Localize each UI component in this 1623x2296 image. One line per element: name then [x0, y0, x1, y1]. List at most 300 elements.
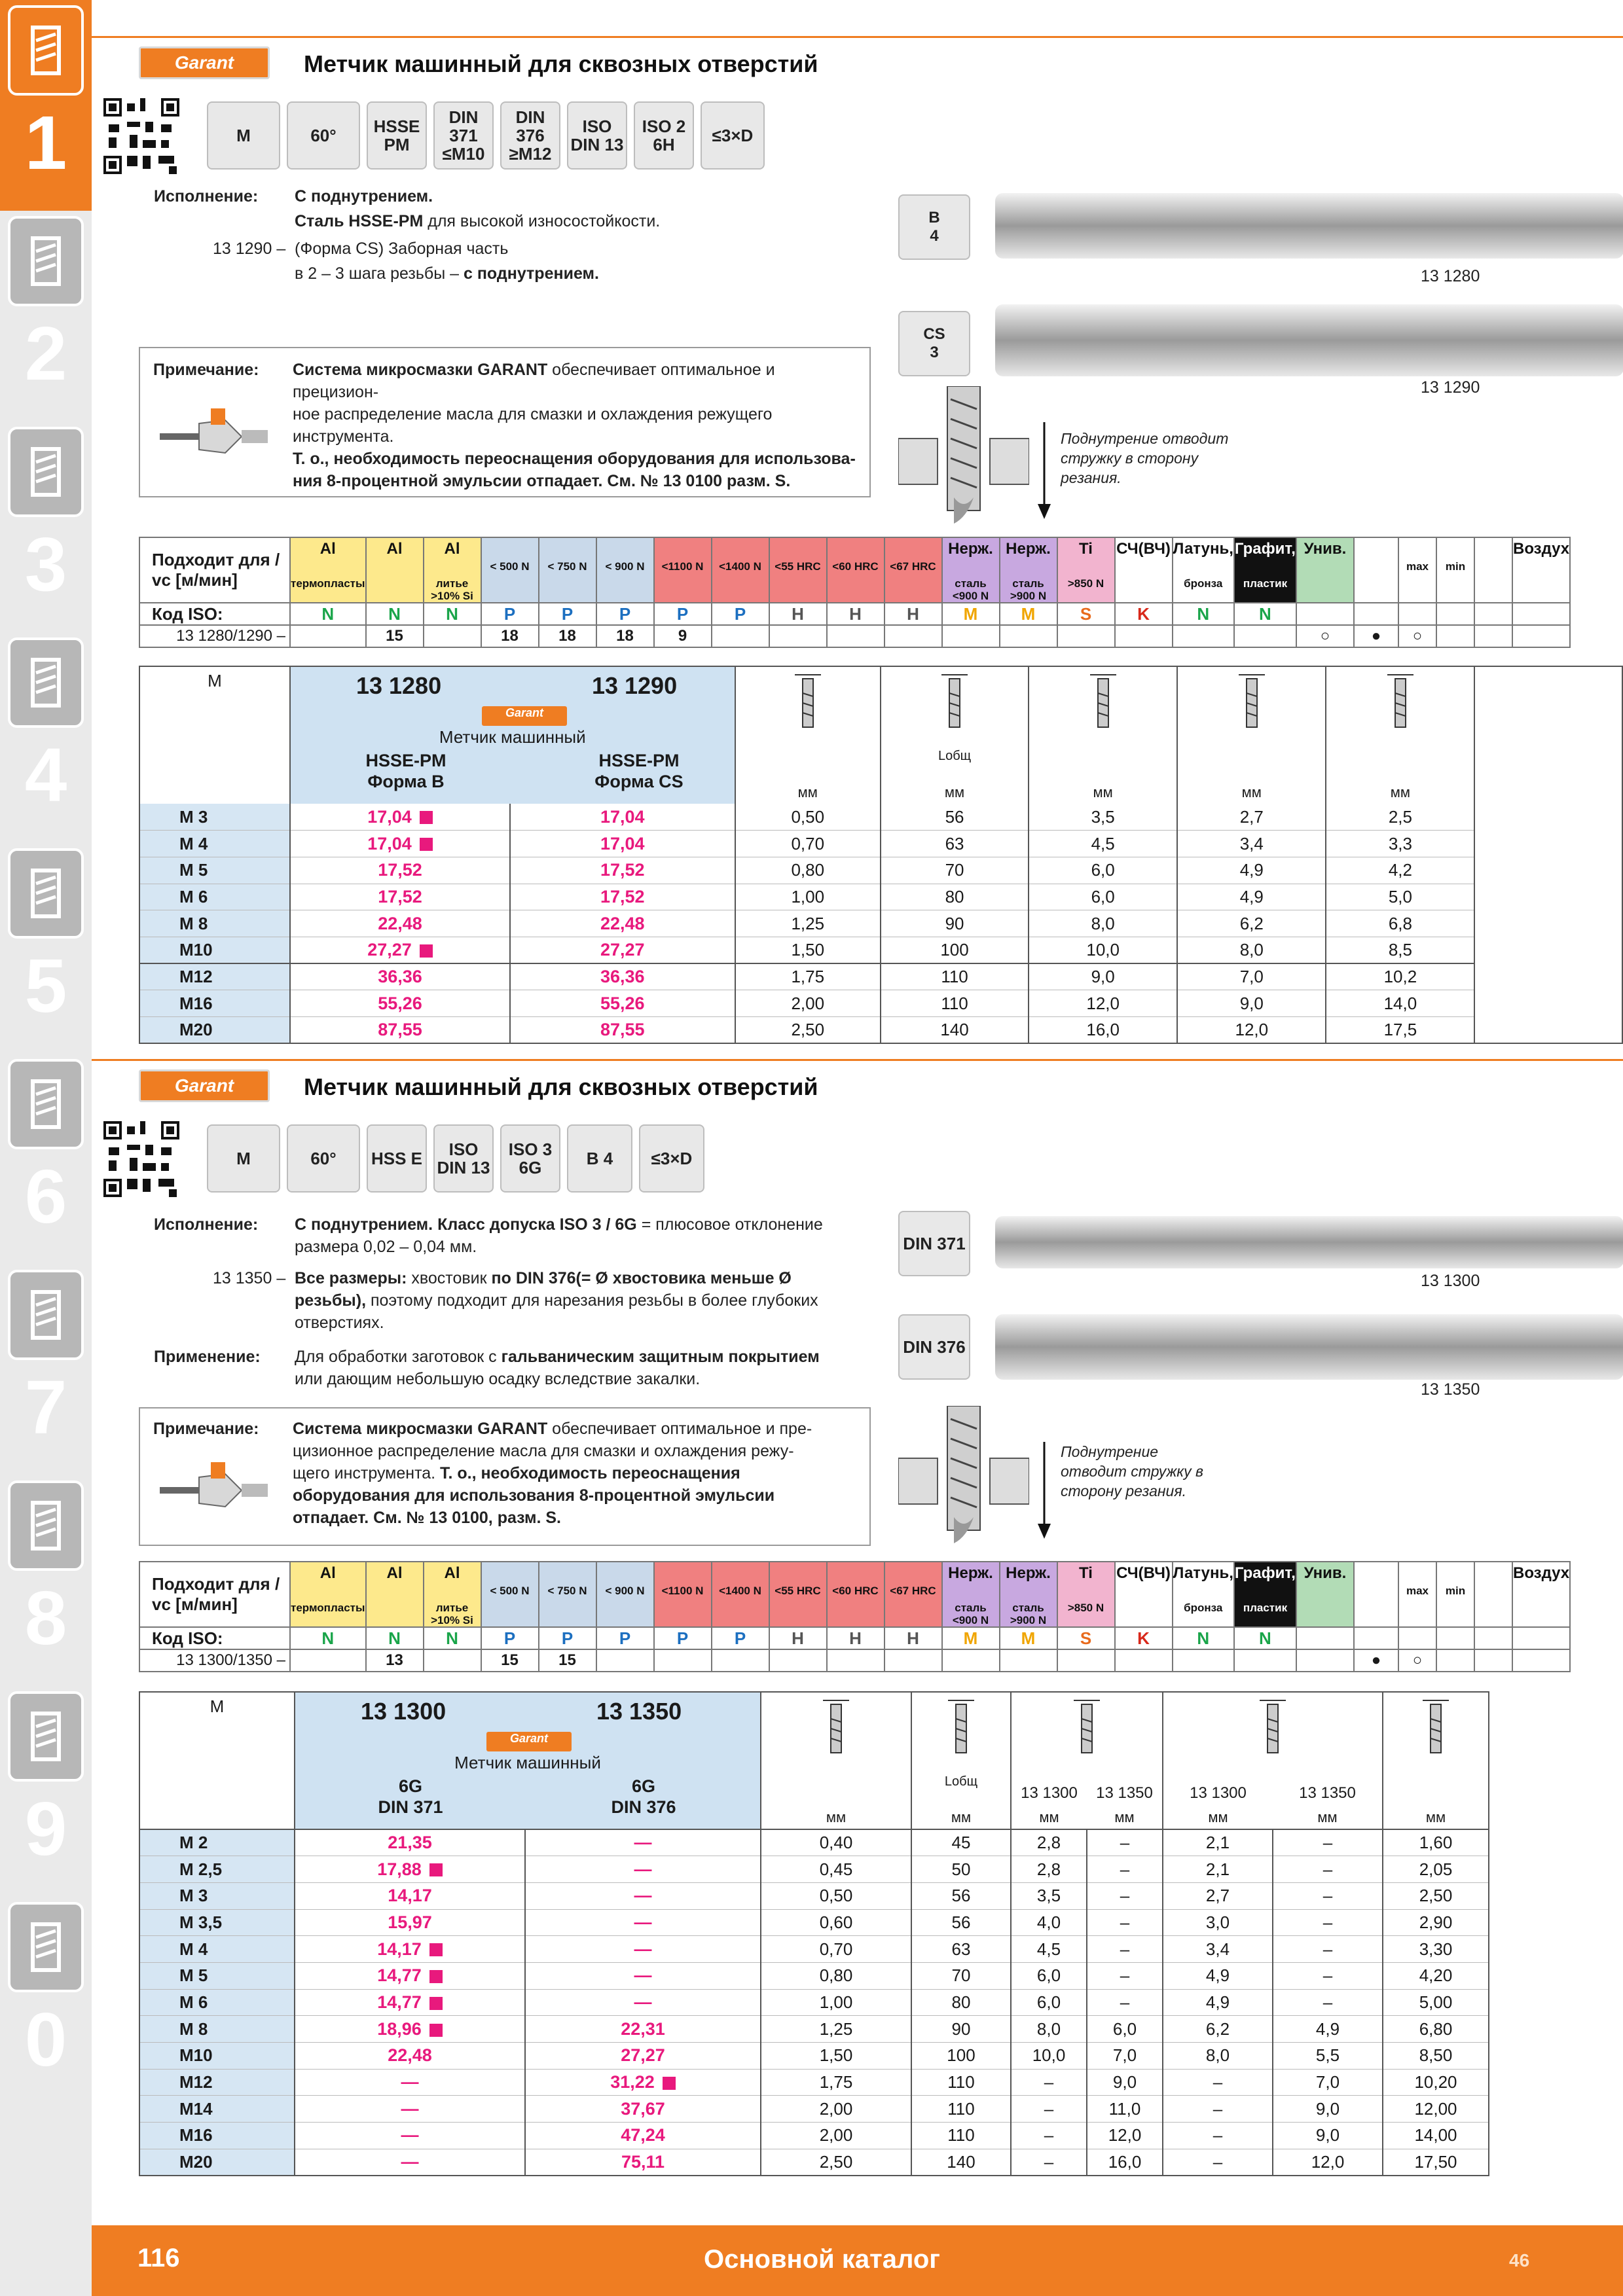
- dimension-value: 0,60: [761, 1909, 911, 1936]
- spec-symbol-label: HSSE PM: [373, 117, 420, 154]
- cabinet-icon-glyph: [20, 1707, 72, 1766]
- fit-value: [290, 1649, 366, 1672]
- spec-symbol-label: ≤3×D: [712, 126, 754, 145]
- fit-value: [1436, 1649, 1474, 1672]
- iso-code: N: [424, 1627, 481, 1649]
- dimension-value: 16,0: [1087, 2149, 1163, 2176]
- col-b-title: 13 1350: [596, 1698, 682, 1725]
- iso-code: N: [290, 603, 366, 625]
- dimension-value: 0,40: [761, 1829, 911, 1856]
- dimension-value: 6,0: [1029, 857, 1177, 884]
- dimension-value: 3,5: [1011, 1882, 1087, 1909]
- iso-code: P: [596, 603, 654, 625]
- table-row: [139, 884, 1622, 910]
- price-a-value: 15,97: [388, 1912, 432, 1932]
- form-a: DIN 371: [378, 1797, 443, 1817]
- dimension-table: [139, 666, 1623, 1044]
- fit-value: 18: [539, 625, 596, 647]
- price-a: [290, 1017, 510, 1044]
- material-col-14: [1115, 537, 1173, 603]
- iso-code: N: [366, 603, 424, 625]
- material-col-9: [827, 1562, 884, 1627]
- dimension-value: –: [1163, 2096, 1273, 2123]
- material-col-top: Нерж.: [1006, 1564, 1051, 1582]
- material-col-sub: [1475, 1565, 1512, 1585]
- dimension-value: 12,0: [1029, 990, 1177, 1017]
- tap-photo-2: [995, 1314, 1623, 1380]
- material-col-top: СЧ(ВЧ): [1116, 540, 1171, 558]
- price-b-value: 27,27: [600, 940, 645, 960]
- chip-flow-diagram-icon: [898, 386, 1029, 533]
- dimension-value: 2,05: [1383, 1856, 1489, 1883]
- pliers-icon-glyph: [20, 1285, 72, 1344]
- price-b: [525, 2096, 761, 2123]
- material-col-top: Нерж.: [1006, 540, 1051, 558]
- price-b: [525, 1909, 761, 1936]
- dimension-col: [1474, 666, 1622, 1043]
- price-b-value: 47,24: [621, 2125, 665, 2145]
- fit-value: [424, 625, 481, 647]
- dimension-value: –: [1011, 2149, 1087, 2176]
- exec-text-2: размера 0,02 – 0,04 мм.: [295, 1238, 477, 1256]
- price-a: [290, 910, 510, 937]
- spec-symbol-label: ISO 3 6G: [508, 1139, 553, 1177]
- material-col-17: [1296, 537, 1354, 603]
- price-b: [510, 990, 735, 1017]
- dimension-value: –: [1087, 1936, 1163, 1963]
- sidebar-number: 6: [24, 1154, 67, 1239]
- iso-code: N: [290, 1627, 366, 1649]
- price-a: [295, 2096, 525, 2123]
- price-a-value: 14,17: [377, 1939, 422, 1959]
- square-size-icon: [1232, 673, 1271, 732]
- garant-logo: [139, 46, 270, 79]
- dimension-value: 45: [911, 1829, 1011, 1856]
- dimension-header-0: [761, 1692, 911, 1829]
- grinding-disc-icon-glyph: [20, 864, 72, 923]
- form-b: DIN 376: [611, 1797, 676, 1817]
- stock-marker-icon: [429, 1997, 443, 2010]
- din-tag-376: [898, 1314, 970, 1380]
- sub-col-a: 13 1300: [1190, 1784, 1247, 1802]
- chip-flow-diagram-icon: [898, 1406, 1029, 1553]
- thread-size: M 4: [139, 1936, 295, 1963]
- sidebar-section-6[interactable]: [0, 1054, 92, 1265]
- size-bold-2: по DIN 376(= Ø хвостовика меньше Ø: [491, 1269, 792, 1287]
- spec-symbol-0: [207, 1124, 280, 1193]
- section-divider: [92, 36, 1623, 38]
- size-label: 13 1350 –: [213, 1269, 286, 1287]
- material-col-top: Al: [444, 540, 460, 558]
- dimension-icon-wrap: [881, 667, 1028, 732]
- dimension-value: 3,4: [1163, 1936, 1273, 1963]
- dimension-header-1: [881, 666, 1029, 804]
- dimension-value: 140: [911, 2149, 1011, 2176]
- spec-symbol-5: [567, 1124, 632, 1193]
- workstation-icon-glyph: [20, 1496, 72, 1555]
- caliper-icon-glyph: [20, 653, 72, 712]
- page-footer: [92, 2225, 1623, 2296]
- product-header: [295, 1692, 761, 1829]
- spec-symbol-label: DIN 376 ≥M12: [509, 107, 552, 164]
- table-row: [139, 831, 1622, 857]
- material-col-sub: max: [1406, 1585, 1429, 1597]
- garant-logo-small: Garant: [482, 706, 567, 726]
- material-col-top: Al: [319, 1564, 336, 1582]
- iso-code: [1398, 1627, 1436, 1649]
- dimension-value: 0,50: [761, 1882, 911, 1909]
- material-header-row: [139, 537, 1570, 603]
- exec-text-1: = плюсовое отклонение: [636, 1215, 823, 1234]
- app-text-1: Для обработки заготовок с: [295, 1348, 501, 1366]
- material-col-sub: < 750 N: [547, 1585, 587, 1597]
- iso-code: H: [769, 1627, 827, 1649]
- dimension-header-row: [139, 1692, 1489, 1829]
- dimension-value: 56: [911, 1882, 1011, 1909]
- unit-label: мм: [1114, 1809, 1135, 1825]
- dimension-value: 10,0: [1029, 937, 1177, 963]
- drill-icon: [8, 5, 84, 96]
- dimension-value: 5,00: [1383, 1989, 1489, 2016]
- stock-marker-icon: [429, 2024, 443, 2037]
- size-text-4: отверстиях.: [295, 1314, 384, 1332]
- dimension-value: 0,80: [761, 1962, 911, 1989]
- sidebar-section-8[interactable]: [0, 1475, 92, 1686]
- exec-label: Исполнение:: [154, 1215, 259, 1234]
- spec-symbol-label: B 4: [586, 1149, 613, 1168]
- fit-value: [1115, 1649, 1173, 1672]
- price-a-value: 21,35: [388, 1833, 432, 1853]
- fit-values-row: [139, 625, 1570, 647]
- material-col-4: [539, 1562, 596, 1627]
- unit-label: мм: [1425, 1809, 1446, 1825]
- dimension-value: –: [1273, 1936, 1383, 1963]
- material-col-sub: сталь <900 N: [952, 1602, 989, 1626]
- dimension-value: 8,0: [1029, 910, 1177, 937]
- thread-size: M 6: [139, 884, 290, 910]
- price-b-value: —: [634, 1833, 652, 1853]
- dimension-value: –: [1011, 2123, 1087, 2149]
- price-b: [525, 2123, 761, 2149]
- sidebar-section-0[interactable]: [0, 1897, 92, 2108]
- app-text: [295, 1346, 962, 1390]
- material-col-top: Al: [444, 1564, 460, 1582]
- fit-value: [1234, 1649, 1296, 1672]
- dimension-value: –: [1273, 1962, 1383, 1989]
- dimension-value: 1,25: [761, 2016, 911, 2043]
- material-col-sub: <1400 N: [719, 560, 761, 573]
- dimension-value: 2,5: [1326, 804, 1474, 831]
- dimension-icon-wrap: [1163, 1693, 1382, 1758]
- material-col-sub: [367, 558, 423, 577]
- dimension-header-4: [1326, 666, 1474, 804]
- dimension-value: 0,70: [761, 1936, 911, 1963]
- spec-symbol-6: [634, 101, 694, 170]
- price-a-value: —: [401, 2072, 419, 2092]
- total-length-icon: [935, 673, 974, 732]
- dimension-icon-wrap: [1178, 667, 1325, 732]
- qr-code-icon: [103, 1121, 179, 1197]
- dimension-value: 4,20: [1383, 1962, 1489, 1989]
- unit-label: мм: [951, 1809, 972, 1825]
- iso-label: Код ISO:: [139, 1627, 290, 1649]
- size-text-1: хвостовик: [407, 1269, 492, 1287]
- price-b: [525, 1989, 761, 2016]
- dimension-value: 4,9: [1177, 884, 1326, 910]
- sidebar-section-7[interactable]: [0, 1265, 92, 1475]
- dimension-value: –: [1087, 1909, 1163, 1936]
- iso-code: H: [827, 603, 884, 625]
- iso-code: [1354, 603, 1398, 625]
- wrench-icon: [8, 1059, 84, 1149]
- dimension-value: 8,0: [1177, 937, 1326, 963]
- material-col-top: Унив.: [1304, 540, 1347, 558]
- price-a-value: 22,48: [378, 913, 422, 933]
- iso-code: N: [424, 603, 481, 625]
- spec-symbol-3: [433, 101, 494, 170]
- material-col-7: [712, 1562, 769, 1627]
- material-col-3: [481, 537, 539, 603]
- material-col-6: [654, 537, 712, 603]
- dimension-value: 10,20: [1383, 2069, 1489, 2096]
- size-text: [295, 1267, 962, 1334]
- price-a: [295, 2069, 525, 2096]
- fit-value: [290, 625, 366, 647]
- material-col-1: [366, 1562, 424, 1627]
- fit-value: 15: [366, 625, 424, 647]
- dimension-value: 63: [911, 1936, 1011, 1963]
- dimension-value: 2,8: [1011, 1829, 1087, 1856]
- iso-code: S: [1057, 1627, 1115, 1649]
- material-col-21: [1474, 537, 1512, 603]
- type-a: HSSE-PM: [365, 751, 447, 770]
- thread-size: M12: [139, 2069, 295, 2096]
- table-row: [139, 1017, 1622, 1044]
- iso-code: K: [1115, 603, 1173, 625]
- dimension-value: 6,0: [1011, 1962, 1087, 1989]
- type-b: HSSE-PM: [598, 751, 680, 770]
- price-b: [510, 884, 735, 910]
- dimension-value: 6,0: [1087, 2016, 1163, 2043]
- dimension-header-3: [1177, 666, 1326, 804]
- total-length-label: Lобщ: [938, 749, 972, 763]
- dimension-value: –: [1011, 2069, 1087, 2096]
- spec-symbol-label: ISO 2 6H: [642, 117, 686, 154]
- table-row: [139, 1882, 1489, 1909]
- pliers-icon: [8, 1270, 84, 1360]
- material-col-sub: <55 HRC: [775, 1585, 821, 1597]
- price-b-value: 37,67: [621, 2098, 665, 2119]
- iso-code: M: [1000, 603, 1057, 625]
- price-a: [290, 963, 510, 990]
- spec-symbol-0: [207, 101, 280, 170]
- sidebar-section-5[interactable]: [0, 843, 92, 1054]
- unit-label: мм: [797, 784, 818, 800]
- spec-symbol-7: [701, 101, 765, 170]
- unit-label: мм: [1241, 784, 1262, 800]
- unit-label: мм: [1390, 784, 1411, 800]
- material-col-sub: [1297, 558, 1353, 577]
- section-title: Метчик машинный для сквозных отверстий: [304, 50, 818, 77]
- material-col-sub: <55 HRC: [775, 560, 821, 573]
- fit-value: [1000, 1649, 1057, 1672]
- iso-code: M: [942, 1627, 1000, 1649]
- material-col-sub: min: [1445, 1585, 1466, 1597]
- dimension-value: 2,1: [1163, 1829, 1273, 1856]
- fit-value: [942, 1649, 1000, 1672]
- fit-value: [712, 1649, 769, 1672]
- dimension-value: 1,50: [761, 2043, 911, 2070]
- sidebar-section-3[interactable]: [0, 422, 92, 632]
- dimension-value: 11,0: [1087, 2096, 1163, 2123]
- material-col-sub: [1513, 1582, 1569, 1602]
- price-a: [295, 2149, 525, 2176]
- fit-value: [769, 625, 827, 647]
- material-col-20: [1436, 1562, 1474, 1627]
- iso-code: P: [654, 1627, 712, 1649]
- table-row: [139, 1829, 1489, 1856]
- table-row: [139, 857, 1622, 884]
- spec-symbol-6: [639, 1124, 704, 1193]
- price-b-value: 17,52: [600, 886, 645, 906]
- fit-value: [1296, 1649, 1354, 1672]
- tap-photo-2-label: 13 1290: [1421, 378, 1480, 397]
- section-title: Метчик машинный для сквозных отверстий: [304, 1073, 818, 1100]
- chip-note: Поднутрение отводит стружку в сторону резания.: [1061, 1443, 1204, 1499]
- price-b-value: —: [634, 1859, 652, 1879]
- dimension-value: 8,50: [1383, 2043, 1489, 2070]
- form-tag-cs: [898, 311, 970, 376]
- dimension-value: 50: [911, 1856, 1011, 1883]
- dimension-value: 2,00: [761, 2096, 911, 2123]
- material-col-sub: сталь <900 N: [952, 577, 989, 602]
- dimension-value: 0,50: [735, 804, 881, 831]
- price-b: [510, 1017, 735, 1044]
- thread-pitch-icon: [816, 1699, 856, 1758]
- thread-pitch-icon: [788, 673, 828, 732]
- exec-bold-1: С поднутрением. Класс допуска ISO 3 / 6G: [295, 1215, 637, 1234]
- note-text-2: цизионное распределение масла для смазки и охлаждения режу-: [293, 1442, 794, 1460]
- dimension-value: 3,5: [1029, 804, 1177, 831]
- dimension-grid: [139, 666, 1623, 1044]
- stock-marker-icon: [429, 1943, 443, 1956]
- spec-symbol-1: [287, 1124, 360, 1193]
- price-a-value: 18,96: [377, 2018, 422, 2039]
- page-number-alt: 46: [1509, 2250, 1530, 2270]
- table-row: [139, 1856, 1489, 1883]
- material-col-19: [1398, 1562, 1436, 1627]
- dimension-value: 6,2: [1177, 910, 1326, 937]
- sidebar-section-1[interactable]: [0, 0, 92, 211]
- price-b: [510, 857, 735, 884]
- sidebar-section-i[interactable]: [0, 2108, 92, 2225]
- dimension-value: 63: [881, 831, 1029, 857]
- price-b-value: —: [634, 1992, 652, 2012]
- material-col-sub: <1100 N: [661, 560, 704, 573]
- fit-value: [769, 1649, 827, 1672]
- material-grid: [139, 537, 1571, 648]
- material-col-sub: <60 HRC: [832, 1585, 879, 1597]
- exec-text-2-rest: для высокой износостойкости.: [423, 212, 661, 230]
- spec-symbol-4: [500, 1124, 560, 1193]
- dimension-value: 6,2: [1163, 2016, 1273, 2043]
- table-row: [139, 910, 1622, 937]
- sidebar-number: 9: [24, 1786, 67, 1871]
- material-col-sub: <1100 N: [661, 1585, 704, 1597]
- material-col-21: [1474, 1562, 1512, 1627]
- price-b: [510, 831, 735, 857]
- dimension-value: 12,00: [1383, 2096, 1489, 2123]
- sidebar-section-2[interactable]: [0, 211, 92, 422]
- dimension-value: 7,0: [1273, 2069, 1383, 2096]
- dimension-icon-wrap: [1383, 1693, 1488, 1758]
- dimension-value: 1,75: [761, 2069, 911, 2096]
- material-col-16: [1234, 1562, 1296, 1627]
- sidebar-section-9[interactable]: [0, 1686, 92, 1897]
- price-a-value: —: [401, 2125, 419, 2145]
- stock-marker-icon: [429, 1970, 443, 1983]
- dimension-header-row: [139, 666, 1622, 804]
- qr-code-icon: [103, 98, 179, 174]
- dimension-header-2: [1029, 666, 1177, 804]
- col-a-title: 13 1280: [356, 672, 442, 699]
- material-col-sub: <67 HRC: [890, 1585, 936, 1597]
- spec-symbol-4: [500, 101, 560, 170]
- fit-value: ○: [1398, 625, 1436, 647]
- price-b-value: 17,52: [600, 860, 645, 880]
- spec-symbol-2: [367, 1124, 427, 1193]
- price-b: [525, 1936, 761, 1963]
- dimension-value: –: [1087, 1989, 1163, 2016]
- dimension-value: 6,0: [1029, 884, 1177, 910]
- price-b: [510, 937, 735, 963]
- note-text-3: щего инструмента.: [293, 1464, 441, 1482]
- price-a: [290, 831, 510, 857]
- price-a-value: 14,77: [377, 1992, 422, 2012]
- material-col-top: Воздух: [1512, 540, 1570, 558]
- dimension-value: 110: [911, 2069, 1011, 2096]
- material-col-sub: литье >10% Si: [431, 577, 473, 602]
- thread-size: M16: [139, 990, 290, 1017]
- thread-size: M 2: [139, 1829, 295, 1856]
- dimension-value: 70: [881, 857, 1029, 884]
- iso-code: N: [1173, 1627, 1234, 1649]
- grinding-disc-icon: [8, 848, 84, 939]
- product-section-2: [92, 1059, 1623, 2224]
- type-a: 6G: [398, 1776, 423, 1796]
- iso-code: P: [654, 603, 712, 625]
- form-tag-b: [898, 194, 970, 260]
- spec-symbol-label: M: [236, 126, 251, 145]
- note-text: [293, 1418, 856, 1529]
- dimension-value: 2,90: [1383, 1909, 1489, 1936]
- stock-marker-icon: [420, 944, 433, 958]
- material-col-sub: [1513, 558, 1569, 577]
- dimension-value: 56: [911, 1909, 1011, 1936]
- dimension-value: 10,0: [1011, 2043, 1087, 2070]
- fit-value: [596, 1649, 654, 1672]
- sidebar-section-4[interactable]: [0, 632, 92, 843]
- material-col-sub: <67 HRC: [890, 560, 936, 573]
- exec-text-1: С поднутрением.: [295, 187, 433, 206]
- material-col-2: [424, 1562, 481, 1627]
- dimension-value: –: [1163, 2069, 1273, 2096]
- material-col-sub: [1297, 1582, 1353, 1602]
- price-a-value: 17,04: [367, 806, 412, 827]
- price-b-value: 55,26: [600, 993, 645, 1013]
- app-text-2: или дающим небольшую осадку вследствие закалки.: [295, 1370, 701, 1388]
- fit-value: ○: [1398, 1649, 1436, 1672]
